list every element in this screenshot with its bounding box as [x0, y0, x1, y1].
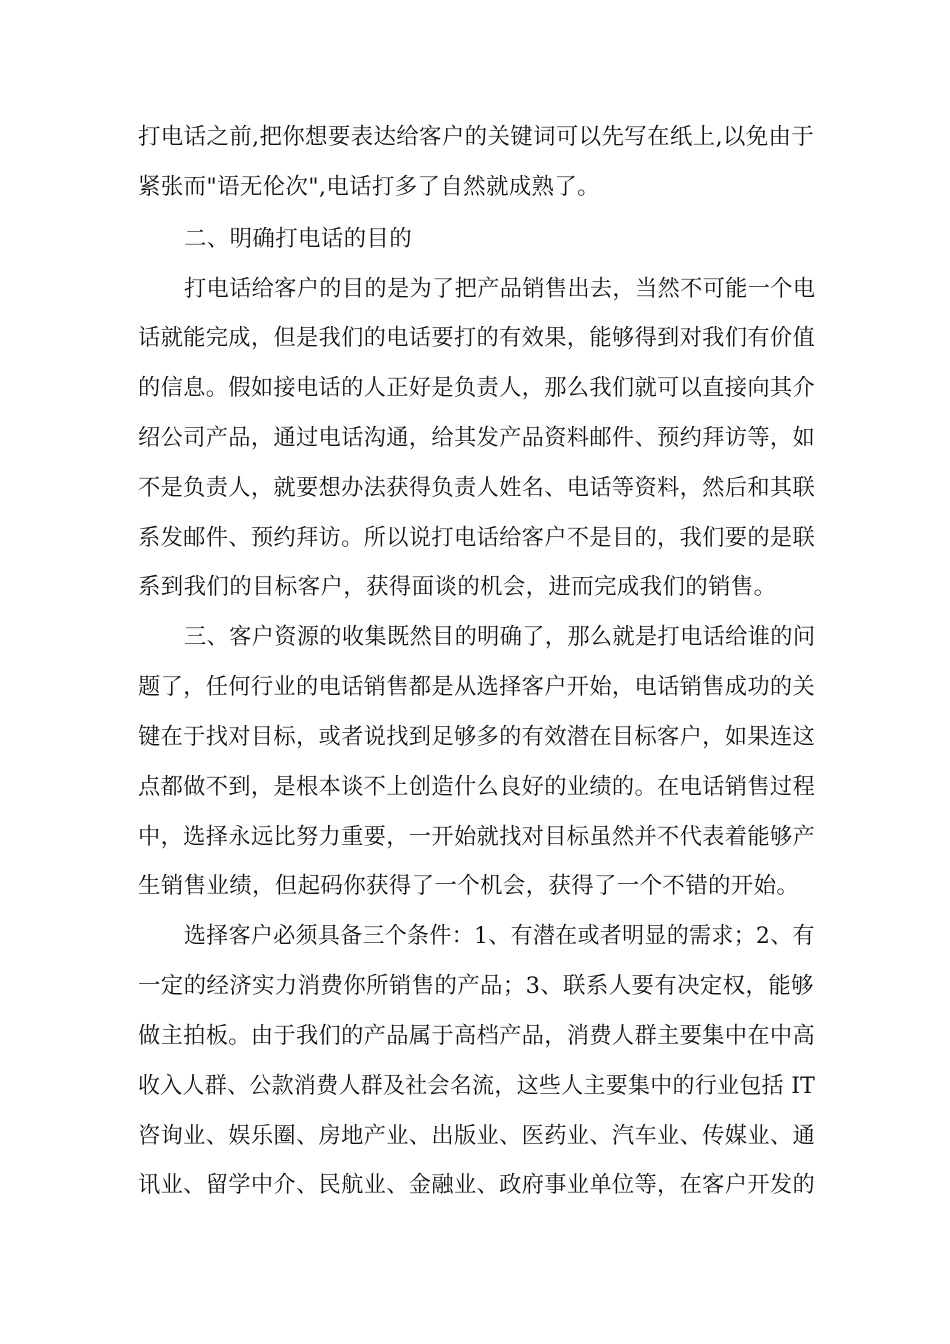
- text-line: 收入人群、公款消费人群及社会名流，这些人主要集中的行业包括 IT: [138, 1073, 816, 1099]
- text-line: 咨询业、娱乐圈、房地产业、出版业、医药业、汽车业、传媒业、通: [138, 1123, 816, 1149]
- section-heading: 二、明确打电话的目的: [184, 226, 413, 252]
- text-line: 打电话给客户的目的是为了把产品销售出去，当然不可能一个电: [184, 276, 816, 302]
- text-line: 打电话之前,把你想要表达给客户的关键词可以先写在纸上,以免由于: [138, 124, 815, 150]
- text-line: 不是负责人，就要想办法获得负责人姓名、电话等资料，然后和其联: [138, 475, 816, 501]
- text-line: 话就能完成，但是我们的电话要打的有效果，能够得到对我们有价值: [138, 325, 816, 351]
- text-line: 系发邮件、预约拜访。所以说打电话给客户不是目的，我们要的是联: [138, 525, 816, 551]
- text-line: 三、客户资源的收集既然目的明确了，那么就是打电话给谁的问: [184, 624, 816, 650]
- text-line: 的信息。假如接电话的人正好是负责人，那么我们就可以直接向其介: [138, 375, 816, 401]
- text-line: 一定的经济实力消费你所销售的产品；3、联系人要有决定权，能够: [138, 973, 814, 999]
- text-line: 中，选择永远比努力重要，一开始就找对目标虽然并不代表着能够产: [138, 824, 816, 850]
- text-line: 键在于找对目标，或者说找到足够多的有效潜在目标客户，如果连这: [138, 724, 816, 750]
- text-line: 绍公司产品，通过电话沟通，给其发产品资料邮件、预约拜访等，如: [138, 425, 816, 451]
- text-line: 紧张而"语无伦次",电话打多了自然就成熟了。: [138, 174, 600, 200]
- text-line: 生销售业绩，但起码你获得了一个机会，获得了一个不错的开始。: [138, 873, 800, 899]
- text-line: 题了，任何行业的电话销售都是从选择客户开始，电话销售成功的关: [138, 674, 816, 700]
- text-line: 系到我们的目标客户，获得面谈的机会，进而完成我们的销售。: [138, 574, 777, 600]
- text-line: 做主拍板。由于我们的产品属于高档产品，消费人群主要集中在中高: [138, 1023, 816, 1049]
- text-line: 点都做不到，是根本谈不上创造什么良好的业绩的。在电话销售过程: [138, 774, 816, 800]
- text-line: 选择客户必须具备三个条件：1、有潜在或者明显的需求；2、有: [184, 923, 815, 949]
- text-line: 讯业、留学中介、民航业、金融业、政府事业单位等，在客户开发的: [138, 1172, 816, 1198]
